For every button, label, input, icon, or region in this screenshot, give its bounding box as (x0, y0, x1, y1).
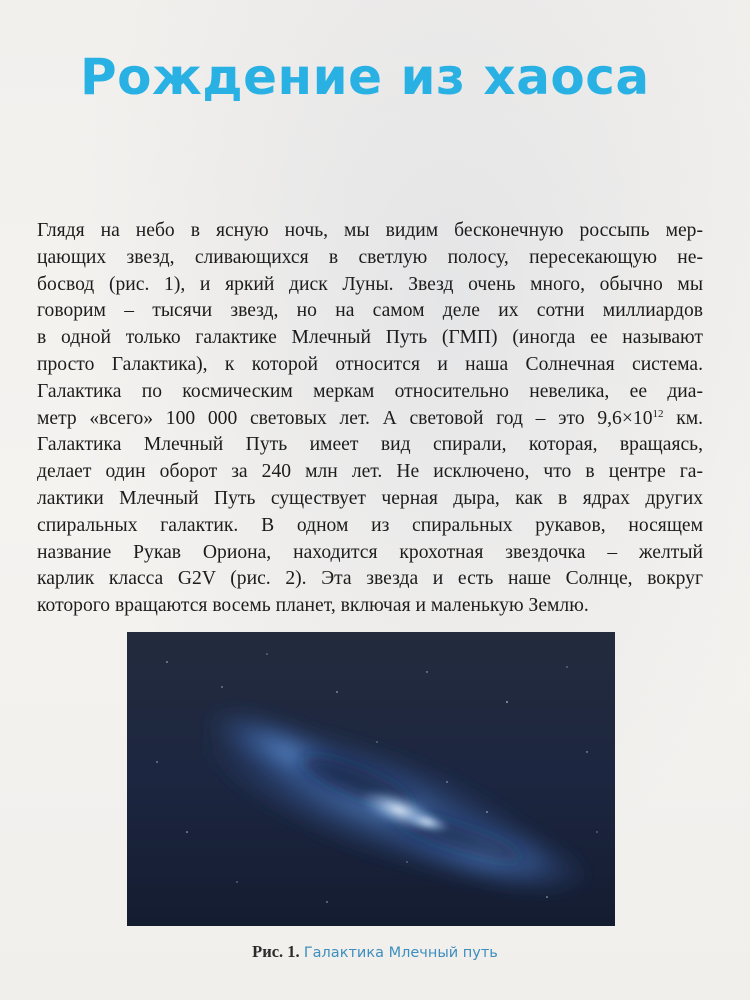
text-line: цающих звезд, сливающихся в светлую полосу, пересекающую не- (37, 246, 703, 268)
text-line: говорим – тысячи звезд, но на самом деле их сотни миллиардов (37, 300, 703, 322)
figure-caption (0, 942, 750, 962)
text-line: Галактика Млечный Путь имеет вид спирали, которая, вращаясь, (37, 434, 703, 456)
text-line: лактики Млечный Путь существует черная дыра, как в ядрах других (37, 487, 703, 509)
text-line: делает один оборот за 240 млн лет. Не исключено, что в центре га- (37, 461, 703, 483)
figure-caption-text: Галактика Млечный путь (303, 945, 498, 961)
text-line: Глядя на небо в ясную ночь, мы видим бесконечную россыпь мер- (37, 220, 703, 241)
text-line: спиральных галактик. В одном из спиральных рукавов, носящем (37, 514, 703, 536)
text-line: название Рукав Ориона, находится крохотная звездочка – желтый (37, 541, 703, 563)
text-line: просто Галактика), к которой относится и наша Солнечная система. (37, 353, 703, 375)
exponent: 12 (652, 407, 664, 420)
text-line-with-exponent (37, 406, 703, 433)
text-segment: км. (663, 407, 704, 429)
text-line: босвод (рис. 1), и яркий диск Луны. Звезд очень много, обычно мы (37, 273, 703, 295)
milky-way-image (127, 632, 615, 926)
figure-label: Рис. 1. (252, 942, 300, 961)
text-line: в одной только галактике Млечный Путь (ГМП) (иногда ее называют (37, 327, 703, 349)
text-line: Галактика по космическим меркам относительно невелика, ее диа- (37, 380, 703, 402)
text-line: карлик класса G2V (рис. 2). Эта звезда и есть наше Солнце, вокруг (37, 568, 703, 590)
text-line: которого вращаются восемь планет, включая и маленькую Землю. (37, 595, 589, 617)
body-paragraph (37, 218, 703, 620)
text-segment: метр «всего» 100 000 световых лет. А световой год – это 9,6×10 (37, 407, 653, 429)
page-title: Рождение из хаоса (80, 48, 650, 106)
milky-way-photo (127, 632, 615, 926)
